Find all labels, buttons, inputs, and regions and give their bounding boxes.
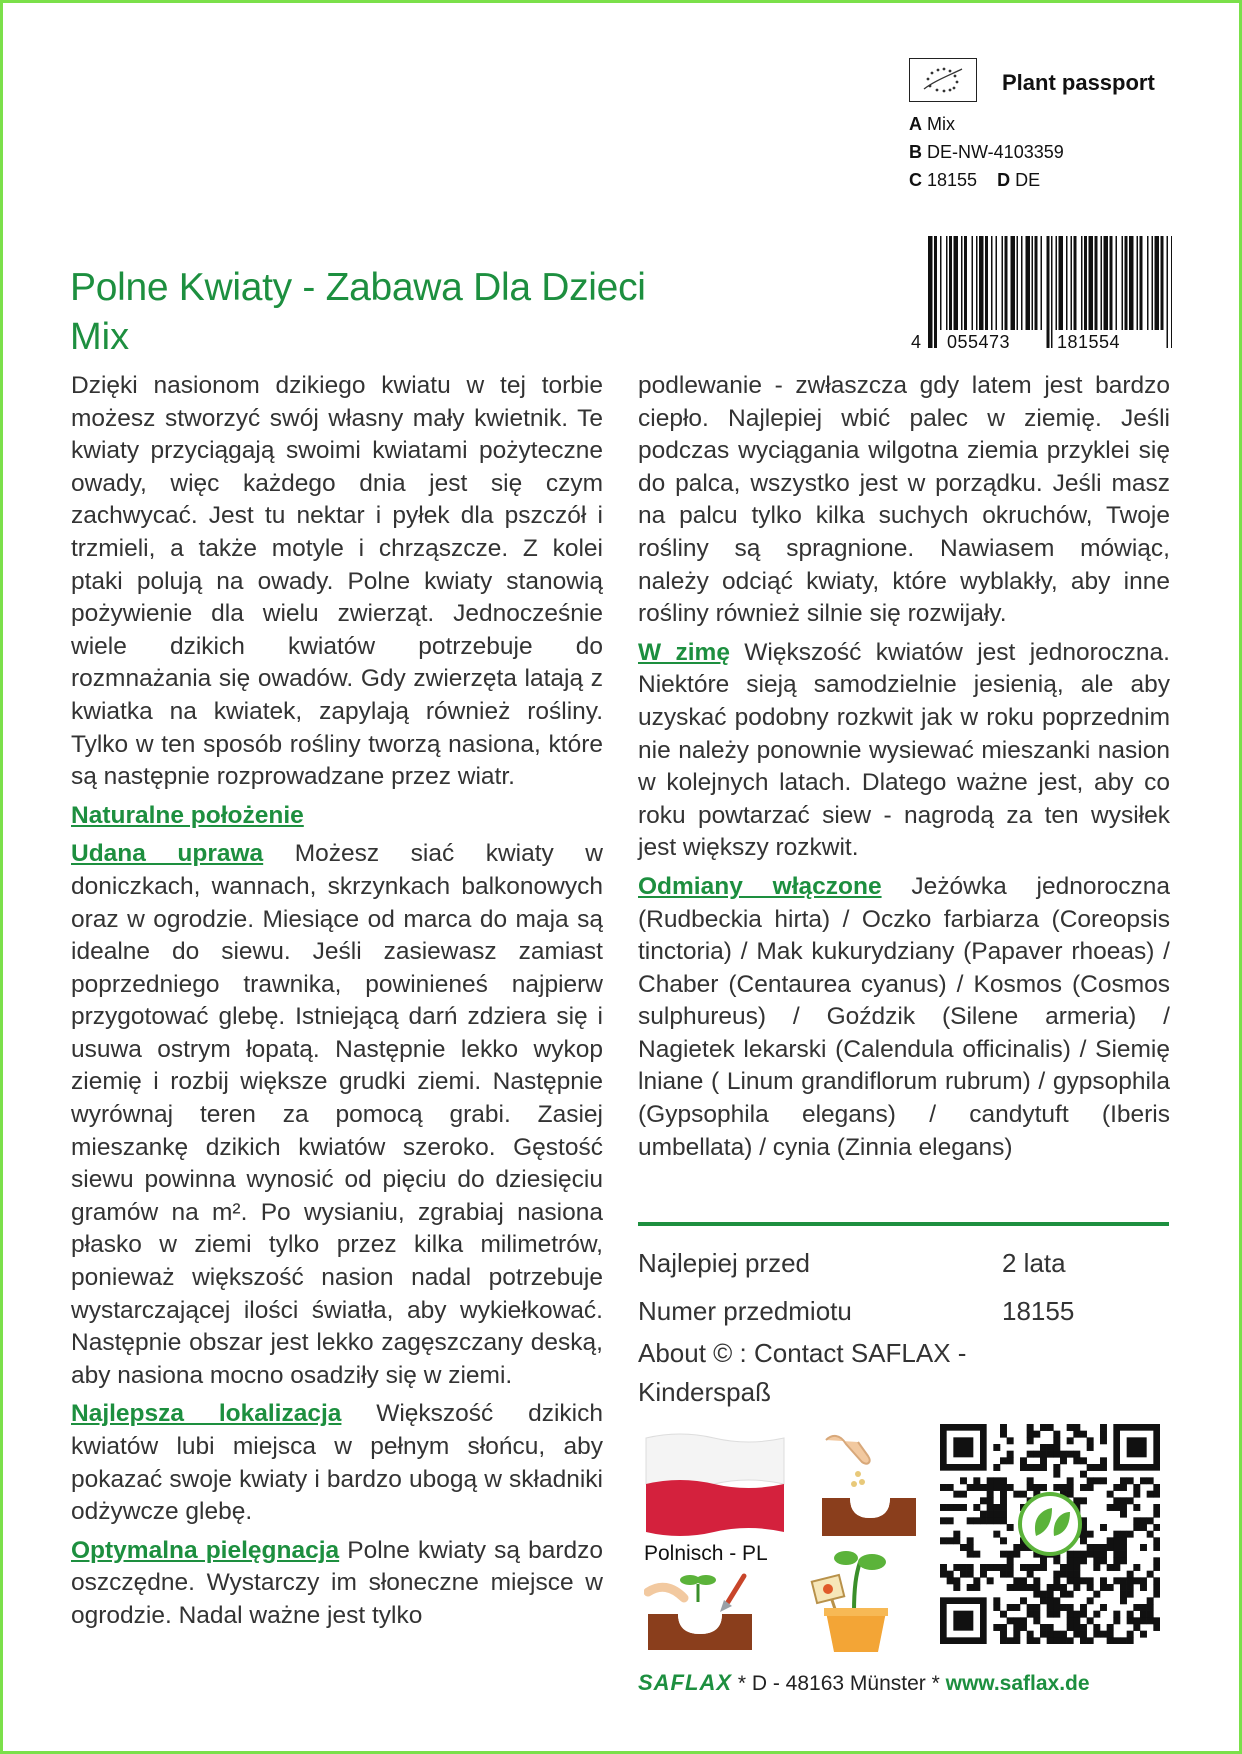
- item-number-value: 18155: [1002, 1296, 1075, 1326]
- passport-a-value: Mix: [927, 114, 956, 134]
- winter-section: [638, 637, 1170, 865]
- optimal-care-heading: Optymalna pielęgnacja: [71, 1536, 340, 1564]
- barcode-digit-1: 4: [911, 332, 922, 352]
- winter-heading: W zimę: [638, 638, 730, 666]
- footer-address: * D - 48163 Münster *: [732, 1672, 946, 1695]
- passport-line-a: [909, 114, 955, 135]
- best-location-text: Większość dzikich kwiatów lubi miejsca w pełnym słońcu, aby pokazać swoje kwiaty i bardzo ubogą w składniki odżywcze glebę.: [71, 1400, 604, 1526]
- product-title: Polne Kwiaty - Zabawa Dla Dzieci: [70, 266, 646, 309]
- website-link[interactable]: www.saflax.de: [945, 1672, 1090, 1695]
- barcode-digits-3: 181554: [1057, 332, 1121, 352]
- planting-seedling-icon: [644, 1568, 754, 1652]
- plant-passport-title: Plant passport: [1002, 70, 1155, 95]
- potted-sprout-icon: [804, 1548, 900, 1652]
- footer: [638, 1670, 1090, 1696]
- left-text-column: [71, 370, 603, 1639]
- passport-b-label: B: [909, 142, 922, 162]
- passport-a-label: A: [909, 114, 922, 134]
- product-subtitle: Mix: [70, 316, 130, 358]
- passport-c-label: C: [909, 170, 922, 190]
- passport-d-label: D: [997, 170, 1011, 190]
- polish-flag-icon: [644, 1432, 786, 1536]
- optimal-care-text: Polne kwiaty są bardzo oszczędne. Wystarczy im słoneczne miejsce w ogrodzie. Nadal ważne jest tylko: [71, 1536, 604, 1629]
- language-label: Polnisch - PL: [644, 1542, 768, 1565]
- winter-text: Większość kwiatów jest jednoroczna. Niektóre sieją samodzielnie jesienią, ale aby uzyskać podobny rozkwit jak w roku poprzednim nie należy ponownie wysiewać mieszanki nasion w kolejnych latach. Dlatego ważne jest, aby co roku powtarzać siew - nagrodą za ten wysiłek jest większy rozkwit.: [638, 638, 1170, 862]
- successful-cultivation-text: Możesz siać kwiaty w doniczkach, wannach, skrzynkach balkonowych oraz w ogrodzie. Miesiące od marca do maja są idealne do siewu. Jeśli zasiewasz zamiast poprzedniego trawnika, powinieneś najpierw przygotować glebę. Istniejącą darń zdziera się i usuwa ostrym łopatą. Następnie lekko wykop ziemię i rozbij większe grudki ziemi. Następnie wyrównaj teren za pomocą grabi. Zasiej mieszankę dzikich kwiatów szeroko. Gęstość siewu powinna wynosić od pięciu do dziesięciu gramów na m². Po wysianiu, zgrabiaj nasiona płasko w ziemi tylko przez kilka milimetrów, ponieważ większość nasion nadal potrzebuje wystarczającej ilości światła, aby wykiełkować. Następnie obszar jest lekko zagęszczany deską, aby nasiona mocno osadziły się w ziemi.: [71, 840, 603, 1389]
- about-line-1: About © : Contact SAFLAX -: [638, 1338, 967, 1368]
- passport-b-value: DE-NW-4103359: [927, 142, 1064, 162]
- varieties-text: Jeżówka jednoroczna (Rudbeckia hirta) / Oczko farbiarza (Coreopsis tinctoria) / Mak kukurydziany (Papaver rhoeas) / Chaber (Centaurea cyanus) / Kosmos (Cosmos sulphureus) / Goździk (Silene armeria) / Nagietek lekarski (Calendula officinalis) / Siemię lniane ( Linum grandiflorum rubrum) / gypsophila (Gypsophila elegans) / candytuft (Iberis umbellata) / cynia (Zinnia elegans): [638, 872, 1171, 1161]
- passport-c-value: 18155: [927, 170, 978, 190]
- natural-position-heading: Naturalne położenie: [71, 801, 304, 829]
- sowing-seeds-icon: [818, 1426, 918, 1538]
- intro-paragraph: Dzięki nasionom dzikiego kwiatu w tej torbie możesz stworzyć swój własny mały kwietnik. Te kwiaty przyciągają swoimi kwiatami pożyteczne owady, więc każdego dnia jest się czym zachwycać. Jest tu nektar i pyłek dla pszczół i trzmieli, a także motyle i chrząszcze. Z kolei ptaki polują na owady. Polne kwiaty stanowią pożywienie dla wielu zwierząt. Jednocześnie wiele dzikich kwiatów potrzebuje do rozmnażania się owadów. Gdy zwierzęta latają z kwiatka na kwiatek, zapylają również rośliny. Tylko w ten sposób rośliny tworzą nasiona, które są następnie rozprowadzane przez wiatr.: [71, 372, 603, 791]
- item-number-label: Numer przedmiotu: [638, 1296, 852, 1326]
- best-before-label: Najlepiej przed: [638, 1248, 810, 1278]
- eu-organic-logo-icon: [909, 58, 977, 102]
- best-location-section: [71, 1398, 603, 1528]
- passport-line-b: [909, 142, 1064, 163]
- divider: [638, 1222, 1169, 1226]
- qr-code-icon: [940, 1424, 1160, 1644]
- varieties-section: [638, 871, 1170, 1164]
- right-text-column: [638, 370, 1170, 1170]
- successful-cultivation-section: [71, 838, 603, 1392]
- best-location-heading: Najlepsza lokalizacja: [71, 1400, 342, 1428]
- passport-d-value: DE: [1015, 170, 1041, 190]
- care-continued-paragraph: podlewanie - zwłaszcza gdy latem jest bardzo ciepło. Najlepiej wbić palec w ziemię. Jeśli podczas wyciągania wilgotna ziemia przyklei się do palca, wszystko jest w porządku. Jeśli masz na palcu tylko kilka suchych okruchów, Twoje rośliny są spragnione. Nawiasem mówiąc, należy odciąć kwiaty, które wyblakły, aby inne rośliny również silnie się rozwijały.: [638, 372, 1170, 628]
- barcode-digits-2: 055473: [947, 332, 1011, 352]
- best-before-value: 2 lata: [1002, 1248, 1066, 1278]
- optimal-care-section: [71, 1535, 603, 1633]
- passport-line-c: [909, 170, 1040, 191]
- about-line-2: Kinderspaß: [638, 1377, 771, 1407]
- successful-cultivation-heading: Udana uprawa: [71, 840, 264, 868]
- natural-position-section: [71, 800, 603, 833]
- saflax-logo: SAFLAX: [638, 1670, 732, 1695]
- varieties-heading: Odmiany włączone: [638, 872, 882, 900]
